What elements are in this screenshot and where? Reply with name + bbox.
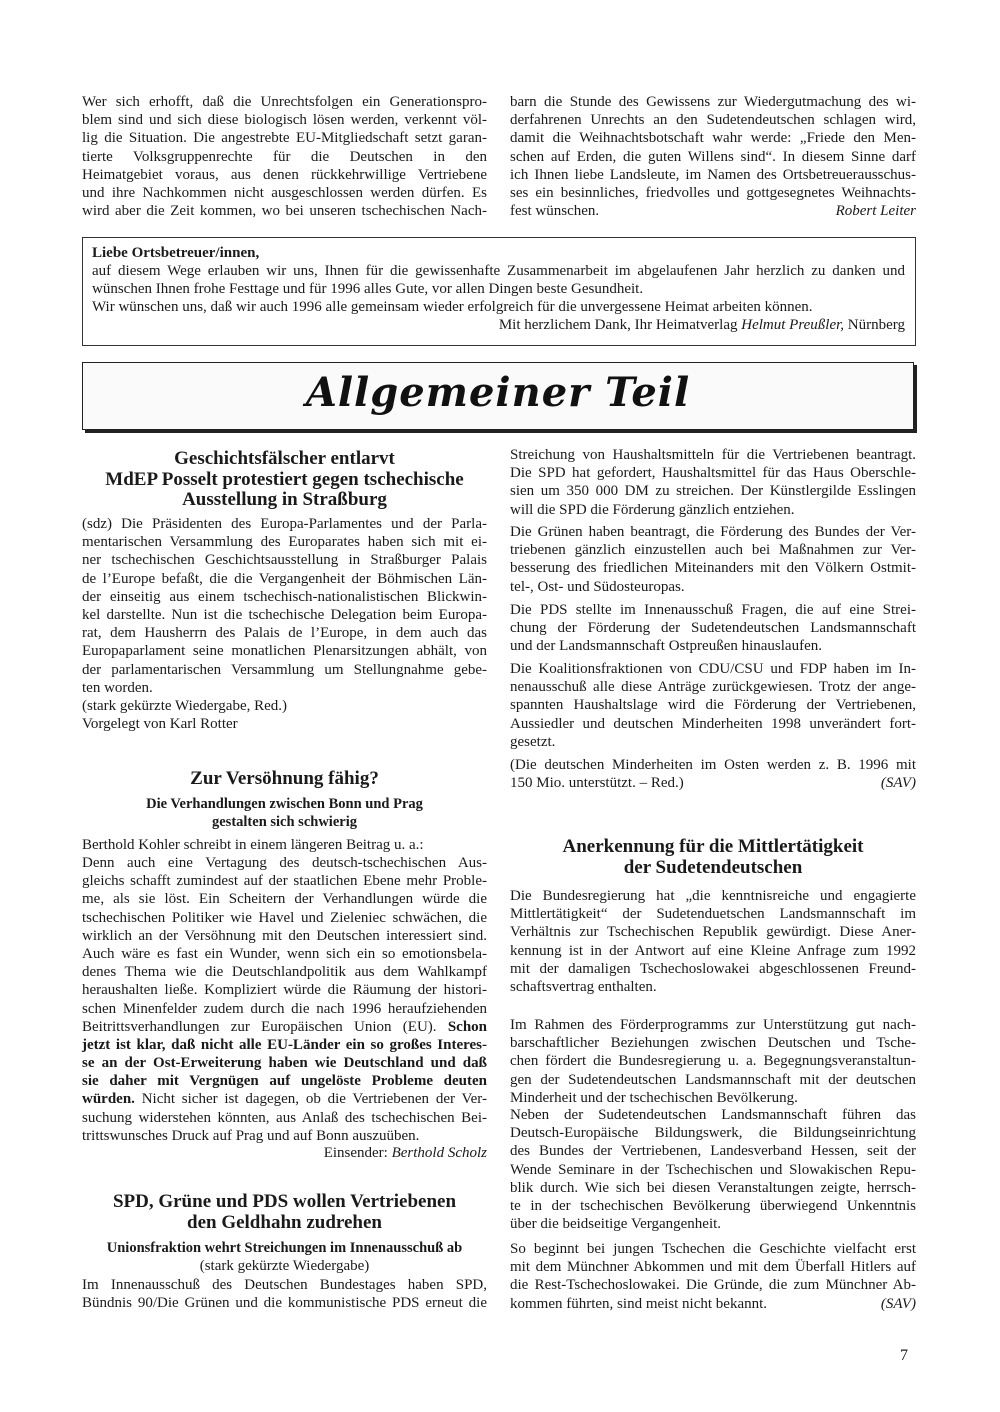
text-line: barschaftlicher Beziehungen zwischen Deutschen und Tsche- xyxy=(510,1035,916,1052)
text-line: besserung des friedlichen Miteinanders mit den Völkern Ostmit- xyxy=(510,560,916,577)
text-line: blik durch. Wie sich bei diesen Veranstaltungen zeigte, herrsch- xyxy=(510,1179,916,1196)
headline xyxy=(82,1192,487,1233)
paragraph xyxy=(510,756,916,792)
text-line: ten worden. xyxy=(82,679,153,696)
text-line: der parlamentarischen Versammlung um Stellungnahme gebe- xyxy=(82,661,487,678)
paragraph xyxy=(82,93,487,220)
text-line: me, als sie löst. Ein Scheitern der Verhandlungen würde die xyxy=(82,891,487,908)
text-line: Berthold Kohler schreibt in einem längeren Beitrag u. a.: xyxy=(82,837,424,853)
text-line: auf diesem Wege erlauben wir uns, Ihnen für die gewissenhafte Zusammenarbeit im abgelaufenen Jahr herzlich zu danken und xyxy=(92,263,905,279)
text-run: sie daher mit Vergnügen auf ungelöste Probleme deuten xyxy=(82,1073,487,1090)
text-run: 150 Mio. unterstützt. – Red.) xyxy=(510,775,684,792)
paragraph xyxy=(510,1240,916,1313)
text-line: trittswunsches Druck auf Prag und auf Bonn auszuüben. xyxy=(82,1127,420,1144)
text-line: spannten Haushaltslage wird die Förderung der Vertriebenen, xyxy=(510,697,916,714)
paragraph xyxy=(92,316,905,334)
text-run: würden. xyxy=(82,1091,135,1108)
text-line: Die PDS stellte im Innenausschuß Fragen, die auf eine Strei- xyxy=(510,602,916,618)
text-line: chung der Förderung der Sudetendeutschen Landsmannschaft xyxy=(510,620,916,637)
text-line: derfahrenen Unrechts an den Sudetendeutschen schlagen wird, xyxy=(510,112,916,129)
paragraph xyxy=(510,601,916,656)
text-line xyxy=(510,1295,916,1313)
text-run: kommen führten, sind meist nicht bekannt. xyxy=(510,1295,768,1312)
paragraph xyxy=(510,93,916,220)
text-line: ner tschechischen Geschichtsausstellung in Straßburger Palais xyxy=(82,552,487,569)
text-line: SPD, Grüne und PDS wollen Vertriebenen xyxy=(112,1191,457,1212)
signature: (SAV) xyxy=(880,1295,916,1312)
text-line: de l’Europe befaßt, die die Vergangenheit der Böhmischen Län- xyxy=(82,570,487,587)
paragraph xyxy=(510,887,916,996)
text-line: tierte Volksgruppenrechte für die Deutschen in den xyxy=(82,148,487,165)
text-line: schen Minenfelder zudem durch die nach 1996 heraufziehenden xyxy=(82,1000,487,1017)
paragraph xyxy=(510,446,916,519)
paragraph xyxy=(92,262,905,298)
text-line: nenausschuß alle diese Anträge zurückgewiesen. Trotz der ange- xyxy=(510,679,916,696)
paragraph xyxy=(510,1106,916,1233)
text-line xyxy=(82,1036,487,1054)
paragraph xyxy=(82,697,487,733)
headline xyxy=(82,769,487,790)
text-line: kel darstellte. Nun ist die tschechische Delegation beim Europa- xyxy=(82,606,487,623)
text-line: kennung ist in der Antwort auf eine Kleine Anfrage zum 1992 xyxy=(510,942,916,959)
text-line: MdEP Posselt protestiert gegen tschechische xyxy=(105,468,464,490)
text-line: (sdz) Die Präsidenten des Europa-Parlamentes und der Parla- xyxy=(82,516,487,532)
text-line: wird aber die Zeit kommen, wo bei unseren tschechischen Nach- xyxy=(82,203,487,220)
section-banner-title: Allgemeiner Teil xyxy=(305,369,691,416)
text-line: gleichs schafft zumindest auf der staatlichen Ebene mehr Proble- xyxy=(82,873,487,890)
text-line: So beginnt bei jungen Tschechen die Geschichte vielfacht erst xyxy=(510,1241,916,1257)
text-line xyxy=(510,202,916,220)
text-line: wünschen Ihnen frohe Festtage und für 1996 alles Gute, vor allen Dingen beste Gesundheit. xyxy=(92,281,644,298)
paragraph xyxy=(82,836,487,854)
paragraph xyxy=(92,244,905,262)
text-line: Denn auch eine Vertagung des deutsch-tschechischen Aus- xyxy=(82,855,487,871)
text-line: Neben der Sudetendeutschen Landsmannschaft führen das xyxy=(510,1107,916,1123)
text-line: damit die Weihnachtsbotschaft wahr werde: „Friede den Men- xyxy=(510,130,916,147)
text-line: suchung widerstehen könnten, aus Anlaß des tschechischen Bei- xyxy=(82,1109,487,1126)
text-line: Wer sich erhofft, daß die Unrechtsfolgen ein Generationspro- xyxy=(82,94,487,110)
text-line: und der Landsmannschaft Ostpreußen hinauslaufen. xyxy=(510,638,822,655)
text-line: Verhältnis zur Tschechischen Republik gewürdigt. Diese Aner- xyxy=(510,924,916,941)
text-line xyxy=(82,1054,487,1072)
text-line: chen fördert die Bundesregierung u. a. Begegnungsveranstaltun- xyxy=(510,1053,916,1070)
paragraph xyxy=(82,515,487,697)
text-run: Nicht sicher ist dagegen, ob die Vertriebenen der Ver- xyxy=(134,1091,487,1108)
text-run: Einsender: xyxy=(323,1145,392,1161)
text-line: rat, dem Hausherrn des Palais de l’Europe, in dem auch das xyxy=(82,625,487,642)
text-line: Ausstellung in Straßburg xyxy=(182,489,387,510)
text-line: Auch wäre es fast ein Wunder, wenn sich ein so emotionsbela- xyxy=(82,945,487,962)
text-line: denes Thema wie die Deutschlandpolitik aus dem Wahlkampf xyxy=(82,964,487,981)
paragraph xyxy=(82,1257,487,1275)
text-line: Streichung von Haushaltsmitteln für die Vertriebenen beantragt. xyxy=(510,447,916,463)
text-line: barn die Stunde des Gewissens zur Wiedergutmachung des wi- xyxy=(510,94,916,110)
text-line: Unionsfraktion wehrt Streichungen im Innenausschuß ab xyxy=(106,1240,463,1256)
signature: (SAV) xyxy=(880,775,916,792)
paragraph xyxy=(510,523,916,596)
section-banner xyxy=(82,362,914,430)
paragraph xyxy=(510,660,916,751)
subheadline xyxy=(82,1239,487,1257)
text-line: Wir wünschen uns, daß wir auch 1996 alle gemeinsam wieder erfolgreich für die unvergessene Heimat arbeiten können. xyxy=(92,299,813,315)
text-line: Anerkennung für die Mittlertätigkeit xyxy=(562,836,864,857)
text-line: (stark gekürzte Wiedergabe) xyxy=(199,1258,370,1274)
paragraph xyxy=(92,298,905,316)
text-run: Schon xyxy=(447,1018,487,1035)
text-line: Deutsch-Europäische Bildungswerk, die Bildungseinrichtung xyxy=(510,1125,916,1142)
text-line: Mittlertätigkeit“ der Sudetenduetschen Landsmannschaft im xyxy=(510,906,916,923)
text-run: jetzt ist klar, daß nicht alle EU-Länder ein so großes Interes- xyxy=(82,1036,487,1053)
headline xyxy=(510,837,916,878)
text-line xyxy=(82,1090,487,1108)
text-line: mentarischen Versammlung des Europarates haben sich mit ei- xyxy=(82,534,487,551)
text-run: Beitrittsverhandlungen zur Europäischen Union (EU). xyxy=(82,1018,448,1035)
text-line: gestalten sich schwierig xyxy=(212,814,357,830)
paragraph xyxy=(82,1144,487,1162)
text-line: Aussiedler und deutschen Minderheiten 1998 unverändert fort- xyxy=(510,715,916,732)
text-line: über die beidseitige Vergangenheit. xyxy=(510,1216,722,1233)
text-line: sien um 350 000 DM zu streichen. Der Künstlergilde Esslingen xyxy=(510,483,916,500)
text-line: wirklich an der Versöhnung mit den Deutschen interessiert sind. xyxy=(82,927,487,944)
page-number: 7 xyxy=(900,1347,908,1364)
signature: Robert Leiter xyxy=(835,203,916,220)
text-line: Die SPD hat gefordert, Haushaltsmittel für das Haus Oberschle- xyxy=(510,465,916,482)
text-line: Die Verhandlungen zwischen Bonn und Prag xyxy=(146,796,423,812)
signature: Berthold Scholz xyxy=(391,1145,487,1161)
text-line: ses ein besinnliches, friedvolles und gottgesegnetes Weihnachts- xyxy=(510,184,916,201)
text-line: Im Rahmen des Förderprogramms zur Unterstützung gut nach- xyxy=(510,1017,916,1033)
text-run: Liebe Ortsbetreuer/innen, xyxy=(92,245,260,261)
paragraph xyxy=(82,854,487,1145)
text-run: se an der Ost-Erweiterung haben wie Deutschland und daß xyxy=(82,1055,487,1072)
text-line: lig die Situation. Die angestrebte EU-Mitgliedschaft setzt garan- xyxy=(82,130,487,147)
text-line: (stark gekürzte Wiedergabe, Red.) xyxy=(82,698,288,714)
subheadline xyxy=(82,795,487,831)
text-line xyxy=(82,1018,487,1036)
headline xyxy=(82,449,487,511)
text-line: te in der tschechischen Bevölkerung überwiegend Unkenntnis xyxy=(510,1197,916,1214)
text-line: Im Innenausschuß des Deutschen Bundestages haben SPD, xyxy=(82,1277,487,1293)
text-line xyxy=(510,774,916,792)
text-line: Minderheit und der tschechischen Bevölkerung. xyxy=(510,1089,798,1106)
text-line: mit der damaligen Tschechoslowakei abgeschlossenen Freund- xyxy=(510,960,916,977)
text-line: Die Koalitionsfraktionen von CDU/CSU und FDP haben im In- xyxy=(510,661,916,677)
text-line: schaftsvertrag enthalten. xyxy=(510,978,657,995)
text-run: Mit herzlichem Dank, Ihr Heimatverlag xyxy=(498,317,742,333)
text-line: Geschichtsfälscher entlarvt xyxy=(174,448,395,469)
text-line: tschechischen Politiker wie Havel und Zieleniec schwächen, die xyxy=(82,909,487,926)
text-line: Bündnis 90/Die Grünen und die kommunistische PDS erneut die xyxy=(82,1295,487,1312)
text-line: Heimatgebiet voraus, aus denen rückkehrwillige Vertriebene xyxy=(82,166,487,183)
text-line xyxy=(92,316,905,334)
text-line: des Bundes der Vertriebenen, Landesverband Hessen, seit der xyxy=(510,1143,916,1160)
paragraph xyxy=(82,1276,487,1312)
text-line xyxy=(92,244,905,262)
text-line: Die Grünen haben beantragt, die Förderung des Bundes der Ver- xyxy=(510,524,916,540)
text-line: Wende Seminare in der Tschechischen und Slowakischen Repu- xyxy=(510,1161,916,1178)
text-line: den Geldhahn zudrehen xyxy=(187,1211,382,1233)
text-line: und ihre Nachkommen nicht ausgeschlossen werden dürfen. Es xyxy=(82,184,487,201)
text-line: der einseitig aus einem tschechisch-nationalistischen Blickwin- xyxy=(82,588,487,605)
text-line: Zur Versöhnung fähig? xyxy=(190,768,379,789)
text-line: der Sudetendeutschen xyxy=(623,856,803,878)
text-line: gesetzt. xyxy=(510,733,556,750)
text-line: (Die deutschen Minderheiten im Osten werden z. B. 1996 mit xyxy=(510,757,916,773)
text-line: blem sind und sich diese biologisch lösen werden, verkennt völ- xyxy=(82,112,487,129)
text-run: Nürnberg xyxy=(844,317,905,333)
text-line: triebenen gänzlich einzustellen auch bei Maßnahmen zur Ver- xyxy=(510,542,916,559)
text-run: fest wünschen. xyxy=(510,203,600,220)
text-line: Vorgelegt von Karl Rotter xyxy=(82,716,238,733)
text-line: Die Bundesregierung hat „die kenntnisreiche und engagierte xyxy=(510,888,916,904)
text-line xyxy=(82,1144,487,1162)
paragraph xyxy=(510,1016,916,1107)
text-line: ich Ihnen liebe Landsleute, im Namen des Ortsbetreuerausschus- xyxy=(510,166,916,183)
text-line: gen der Sudetendeutschen Landsmannschaft mit der deutschen xyxy=(510,1071,916,1088)
text-line: will die SPD die Förderung gänzlich entziehen. xyxy=(510,501,795,518)
text-line xyxy=(82,1072,487,1090)
text-line: schen auf Erden, die guten Willens sind“. In diesem Sinne darf xyxy=(510,148,916,165)
text-line: heraushalten ließe. Kompliziert würde die Räumung der histori- xyxy=(82,982,487,999)
text-line: Europaparlament seine monatlichen Plenarsitzungen abhält, von xyxy=(82,643,487,660)
text-line: tel-, Ost- und Südosteuropas. xyxy=(510,578,685,595)
text-line: die Rest-Tschechoslowakei. Die Gründe, die zum Münchner Ab- xyxy=(510,1277,916,1294)
signature: Helmut Preußler, xyxy=(741,317,845,333)
text-line: mit dem Münchner Abkommen und mit dem Überfall Hitlers auf xyxy=(510,1259,916,1276)
